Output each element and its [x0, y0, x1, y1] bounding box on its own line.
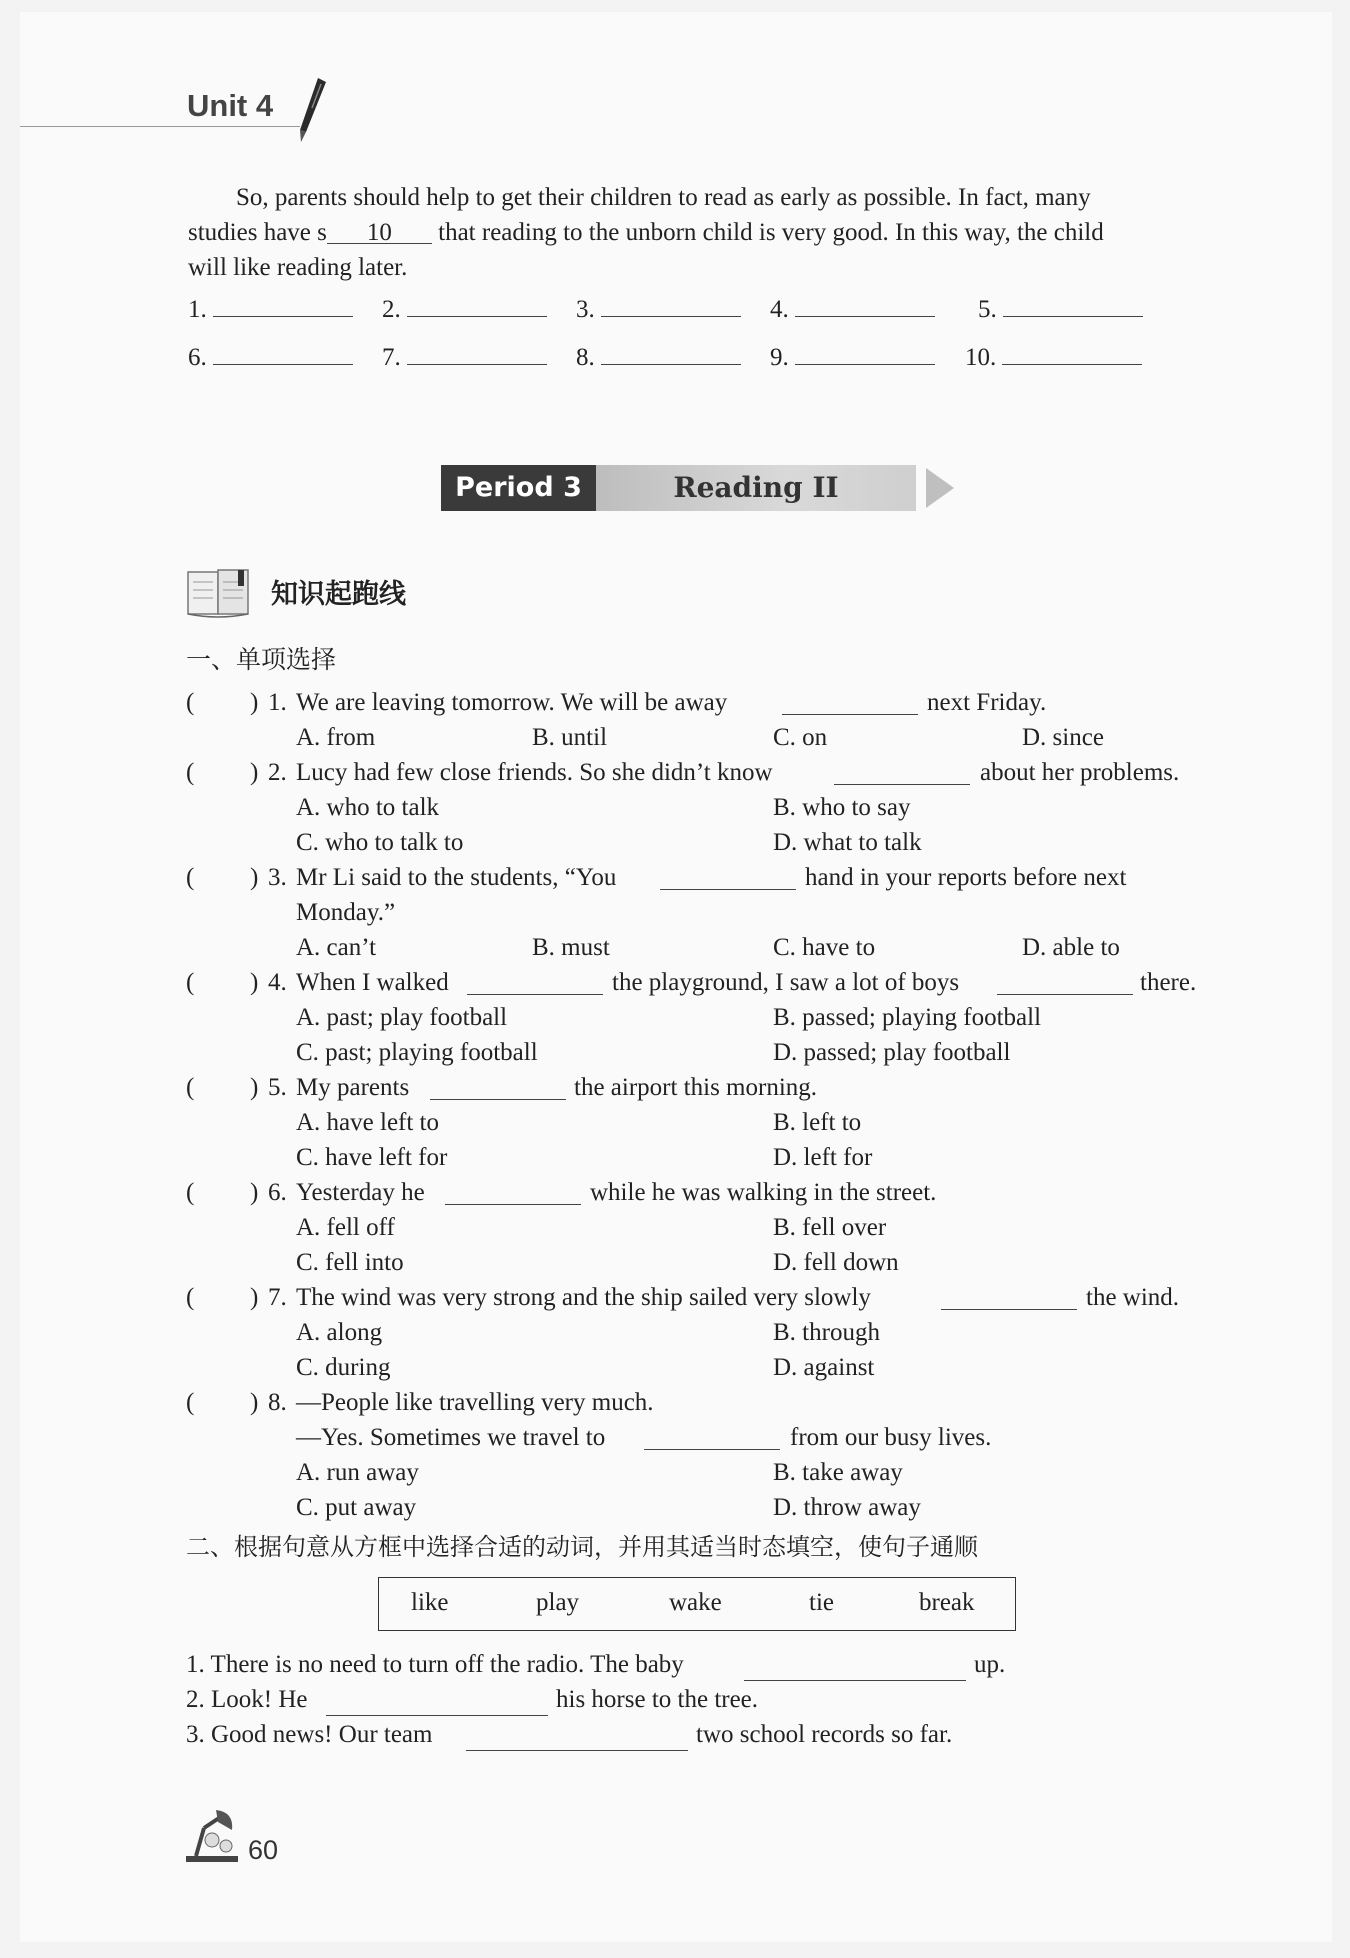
word-option: play: [536, 1589, 580, 1616]
option-d[interactable]: D. against: [773, 1354, 875, 1381]
option-c[interactable]: C. on: [773, 724, 828, 751]
option-d[interactable]: D. fell down: [773, 1249, 899, 1276]
question-text: —Yes. Sometimes we travel to: [296, 1424, 606, 1451]
option-b[interactable]: B. through: [773, 1319, 880, 1346]
sentence-text: two school records so far.: [696, 1721, 953, 1748]
period-title: Reading II: [596, 465, 916, 511]
option-c[interactable]: C. fell into: [296, 1249, 404, 1276]
option-c[interactable]: C. put away: [296, 1494, 417, 1521]
question-text-continued: Monday.”: [296, 899, 396, 926]
question-blank[interactable]: [467, 968, 603, 995]
part1-heading: 一、单项选择: [186, 645, 337, 674]
question-blank[interactable]: [445, 1178, 581, 1205]
sentence-text: 3. Good news! Our team: [186, 1721, 433, 1748]
question-number: 3.: [268, 864, 287, 891]
question-blank[interactable]: [834, 758, 970, 785]
question-text: Yesterday he: [296, 1179, 425, 1206]
question-text: next Friday.: [927, 689, 1047, 716]
option-b[interactable]: B. who to say: [773, 794, 911, 821]
option-c[interactable]: C. past; playing football: [296, 1039, 538, 1066]
answer-paren: ): [250, 1074, 259, 1101]
sentence-text: 2. Look! He: [186, 1686, 308, 1713]
option-a[interactable]: A. have left to: [296, 1109, 440, 1136]
period-label: Period 3: [441, 465, 596, 511]
answer-blank-4[interactable]: 4.: [770, 288, 935, 324]
answer-paren[interactable]: (: [186, 864, 195, 891]
passage-line-1: So, parents should help to get their children to read as early as possible. In fact, many: [236, 184, 1091, 211]
question-blank[interactable]: [430, 1073, 566, 1100]
question-text: Lucy had few close friends. So she didn’t know: [296, 759, 773, 786]
answer-paren[interactable]: (: [186, 759, 195, 786]
question-text: the playground, I saw a lot of boys: [612, 969, 960, 996]
question-blank[interactable]: [644, 1423, 780, 1450]
option-a[interactable]: A. fell off: [296, 1214, 395, 1241]
question-number: 4.: [268, 969, 287, 996]
question-number: 8.: [268, 1389, 287, 1416]
option-d[interactable]: D. passed; play football: [773, 1039, 1011, 1066]
answer-paren[interactable]: (: [186, 1074, 195, 1101]
question-text: hand in your reports before next: [805, 864, 1127, 891]
word-option: wake: [669, 1589, 722, 1616]
question-blank[interactable]: [660, 863, 796, 890]
answer-blank-10[interactable]: 10.: [965, 336, 1142, 372]
option-b[interactable]: B. must: [532, 934, 610, 961]
period-banner: [441, 465, 961, 513]
answer-paren: ): [250, 759, 259, 786]
passage-text: that reading to the unborn child is very good. In this way, the child: [438, 219, 1104, 246]
answer-paren[interactable]: (: [186, 1284, 195, 1311]
question-text: the wind.: [1086, 1284, 1180, 1311]
passage-blank-10[interactable]: 10: [327, 215, 432, 244]
option-d[interactable]: D. throw away: [773, 1494, 921, 1521]
question-text: Mr Li said to the students, “You: [296, 864, 617, 891]
word-box: [378, 1577, 1016, 1631]
question-text: We are leaving tomorrow. We will be away: [296, 689, 728, 716]
sentence-blank[interactable]: [326, 1689, 548, 1716]
answer-paren: ): [250, 864, 259, 891]
passage-text: studies have s: [188, 219, 327, 246]
question-number: 1.: [268, 689, 287, 716]
option-d[interactable]: D. what to talk: [773, 829, 922, 856]
option-a[interactable]: A. along: [296, 1319, 383, 1346]
question-blank[interactable]: [782, 688, 918, 715]
word-option: break: [919, 1589, 975, 1616]
pen-icon: [288, 74, 332, 149]
question-text: When I walked: [296, 969, 449, 996]
unit-title: Unit 4: [187, 88, 274, 123]
option-d[interactable]: D. able to: [1022, 934, 1120, 961]
question-text: The wind was very strong and the ship sailed very slowly: [296, 1284, 871, 1311]
page-number: 60: [248, 1835, 279, 1865]
option-d[interactable]: D. left for: [773, 1144, 873, 1171]
question-text: My parents: [296, 1074, 410, 1101]
question-text: about her problems.: [980, 759, 1180, 786]
sentence-blank[interactable]: [466, 1724, 688, 1751]
option-c[interactable]: C. have to: [773, 934, 876, 961]
question-text: from our busy lives.: [790, 1424, 992, 1451]
answer-blank-5[interactable]: 5.: [978, 288, 1143, 324]
sentence-text: 1. There is no need to turn off the radio. The baby: [186, 1651, 684, 1678]
book-icon: [186, 568, 254, 625]
answer-paren[interactable]: (: [186, 1179, 195, 1206]
answer-paren: ): [250, 1284, 259, 1311]
option-c[interactable]: C. have left for: [296, 1144, 448, 1171]
answer-paren: ): [250, 689, 259, 716]
word-option: tie: [809, 1589, 834, 1616]
passage-line-2: [188, 215, 1104, 250]
answer-blank-7[interactable]: 7.: [382, 336, 547, 372]
answer-blank-1[interactable]: 1.: [188, 288, 353, 324]
question-text: —People like travelling very much.: [296, 1389, 654, 1416]
answer-paren: ): [250, 1179, 259, 1206]
arrow-right-icon: [926, 468, 954, 508]
question-text: the airport this morning.: [574, 1074, 818, 1101]
question-number: 5.: [268, 1074, 287, 1101]
answer-blank-9[interactable]: 9.: [770, 336, 935, 372]
option-a[interactable]: A. run away: [296, 1459, 419, 1486]
part2-heading: 二、根据句意从方框中选择合适的动词，并用其适当时态填空，使句子通顺: [186, 1533, 978, 1561]
sentence-blank[interactable]: [744, 1654, 966, 1681]
option-b[interactable]: B. fell over: [773, 1214, 887, 1241]
option-a[interactable]: A. who to talk: [296, 794, 440, 821]
option-a[interactable]: A. can’t: [296, 934, 377, 961]
answer-paren: ): [250, 969, 259, 996]
option-b[interactable]: B. passed; playing football: [773, 1004, 1042, 1031]
question-number: 2.: [268, 759, 287, 786]
section-title: 知识起跑线: [271, 579, 406, 610]
option-b[interactable]: B. until: [532, 724, 608, 751]
sentence-text: his horse to the tree.: [556, 1686, 759, 1713]
answer-paren[interactable]: (: [186, 969, 195, 996]
question-text: there.: [1140, 969, 1197, 996]
header-rule: [20, 126, 300, 127]
word-option: like: [411, 1589, 449, 1616]
answer-blank-2[interactable]: 2.: [382, 288, 547, 324]
sentence-text: up.: [974, 1651, 1006, 1678]
question-blank[interactable]: [941, 1283, 1077, 1310]
question-blank[interactable]: [997, 968, 1133, 995]
option-b[interactable]: B. take away: [773, 1459, 903, 1486]
answer-blank-6[interactable]: 6.: [188, 336, 353, 372]
option-d[interactable]: D. since: [1022, 724, 1104, 751]
option-c[interactable]: C. during: [296, 1354, 391, 1381]
option-b[interactable]: B. left to: [773, 1109, 862, 1136]
answer-paren[interactable]: (: [186, 1389, 195, 1416]
question-text: while he was walking in the street.: [590, 1179, 937, 1206]
question-number: 7.: [268, 1284, 287, 1311]
answer-paren: ): [250, 1389, 259, 1416]
option-c[interactable]: C. who to talk to: [296, 829, 464, 856]
option-a[interactable]: A. past; play football: [296, 1004, 508, 1031]
option-a[interactable]: A. from: [296, 724, 376, 751]
question-number: 6.: [268, 1179, 287, 1206]
lamp-icon: [182, 1808, 244, 1871]
answer-paren[interactable]: (: [186, 689, 195, 716]
answer-blank-8[interactable]: 8.: [576, 336, 741, 372]
passage-line-3: will like reading later.: [188, 254, 408, 281]
answer-blank-3[interactable]: 3.: [576, 288, 741, 324]
